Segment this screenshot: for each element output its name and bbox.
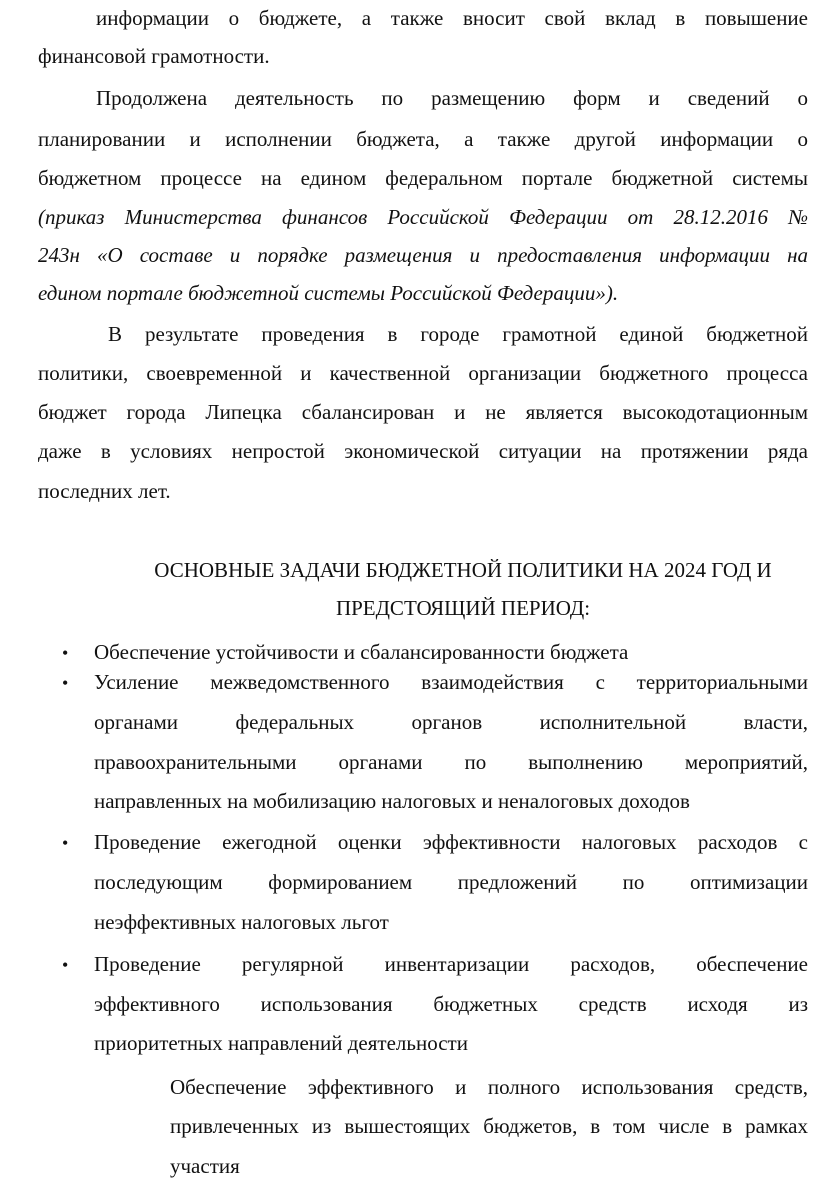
paragraph-line: последних лет. — [38, 479, 171, 503]
paragraph-line: участия — [170, 1154, 240, 1178]
paragraph-line: привлеченных из вышестоящих бюджетов, в том числе в рамках — [170, 1114, 808, 1138]
bullet-item-line: неэффективных налоговых льгот — [94, 910, 389, 934]
bullet-icon: • — [62, 673, 69, 693]
bullet-item-line: Проведение ежегодной оценки эффективности налоговых расходов с — [94, 830, 808, 854]
section-heading: ОСНОВНЫЕ ЗАДАЧИ БЮДЖЕТНОЙ ПОЛИТИКИ НА 2024 ГОД И — [154, 558, 772, 582]
paragraph-line: бюджет города Липецка сбалансирован и не является высокодотационным — [38, 400, 808, 424]
citation-line: едином портале бюджетной системы Российской Федерации»). — [38, 281, 619, 305]
citation-line: 243н «О составе и порядке размещения и предоставления информации на — [38, 243, 808, 267]
paragraph-line: даже в условиях непростой экономической ситуации на протяжении ряда — [38, 439, 808, 463]
paragraph-line: бюджетном процессе на едином федеральном портале бюджетной системы — [38, 166, 808, 190]
section-heading: ПРЕДСТОЯЩИЙ ПЕРИОД: — [335, 596, 591, 620]
bullet-icon: • — [62, 955, 69, 975]
bullet-item-line: Усиление межведомственного взаимодействия с территориальными — [94, 670, 808, 694]
paragraph-line: Обеспечение эффективного и полного использования средств, — [170, 1075, 808, 1099]
bullet-item-line: направленных на мобилизацию налоговых и неналоговых доходов — [94, 789, 690, 813]
paragraph-line: финансовой грамотности. — [38, 44, 270, 68]
paragraph-line: В результате проведения в городе грамотной единой бюджетной — [108, 322, 808, 346]
bullet-item-line: Обеспечение устойчивости и сбалансированности бюджета — [94, 640, 629, 664]
bullet-item-line: эффективного использования бюджетных средств исходя из — [94, 992, 808, 1016]
bullet-item-line: правоохранительными органами по выполнению мероприятий, — [94, 750, 808, 774]
paragraph-line: Продолжена деятельность по размещению форм и сведений о — [96, 86, 808, 110]
paragraph-line: планировании и исполнении бюджета, а также другой информации о — [38, 127, 808, 151]
bullet-icon: • — [62, 833, 69, 853]
bullet-item-line: органами федеральных органов исполнительной власти, — [94, 710, 808, 734]
paragraph-line: информации о бюджете, а также вносит свой вклад в повышение — [96, 6, 808, 30]
citation-line: (приказ Министерства финансов Российской Федерации от 28.12.2016 № — [38, 205, 808, 229]
bullet-item-line: последующим формированием предложений по оптимизации — [94, 870, 808, 894]
bullet-item-line: приоритетных направлений деятельности — [94, 1031, 468, 1055]
paragraph-line: политики, своевременной и качественной организации бюджетного процесса — [38, 361, 808, 385]
bullet-item-line: Проведение регулярной инвентаризации расходов, обеспечение — [94, 952, 808, 976]
bullet-icon: • — [62, 643, 69, 663]
